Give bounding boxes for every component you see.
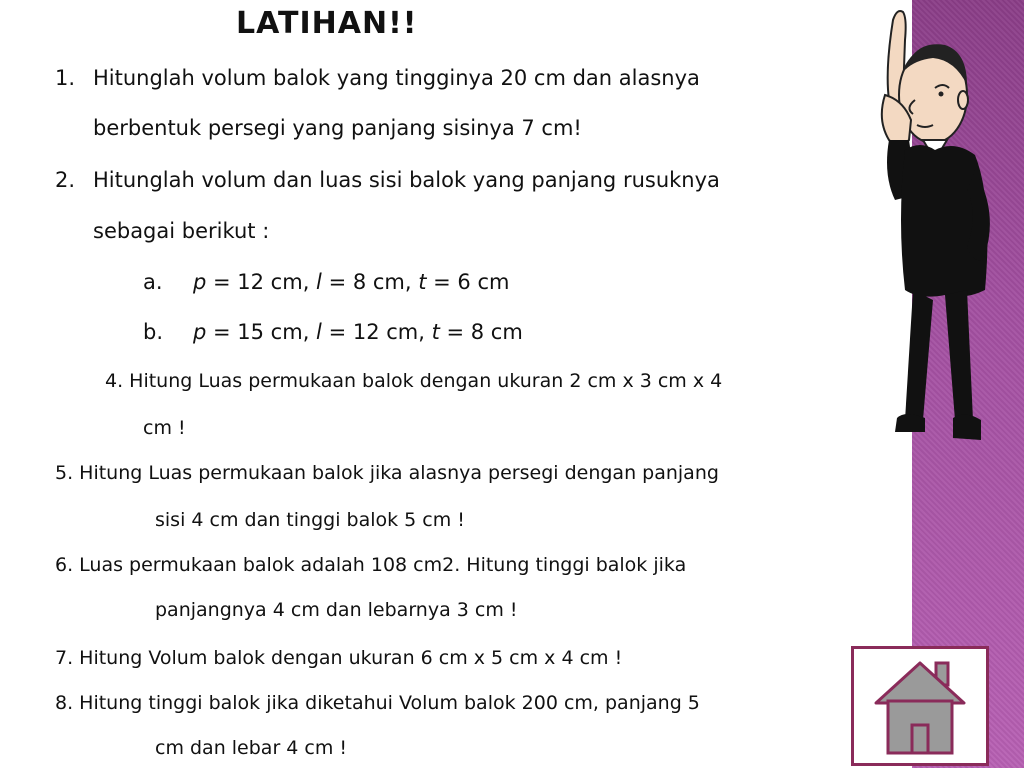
question-6-line-2: panjangnya 4 cm dan lebarnya 3 cm !: [155, 599, 518, 621]
question-1-number: 1.: [55, 66, 76, 90]
var-p: p: [193, 320, 207, 344]
var-t: t: [418, 270, 427, 294]
l-value: = 12 cm,: [321, 320, 432, 344]
pointing-man-illustration-icon: [875, 0, 1005, 450]
var-l: l: [316, 320, 322, 344]
question-4-line-2: cm !: [143, 417, 186, 439]
p-value: = 12 cm,: [206, 270, 317, 294]
question-6-line-1: 6. Luas permukaan balok adalah 108 cm2. Hitung tinggi balok jika: [55, 554, 687, 576]
question-2-number: 2.: [55, 168, 76, 192]
var-l: l: [316, 270, 322, 294]
t-value: = 6 cm: [426, 270, 510, 294]
question-1-line-1: [55, 66, 700, 90]
question-8-line-1: 8. Hitung tinggi balok jika diketahui Volum balok 200 cm, panjang 5: [55, 692, 700, 714]
l-value: = 8 cm,: [321, 270, 419, 294]
question-2-text-1: Hitunglah volum dan luas sisi balok yang panjang rusuknya: [93, 168, 720, 192]
question-1-line-2: berbentuk persegi yang panjang sisinya 7 cm!: [93, 116, 582, 140]
question-4-line-1: 4. Hitung Luas permukaan balok dengan ukuran 2 cm x 3 cm x 4: [105, 370, 723, 392]
question-8-line-2: cm dan lebar 4 cm !: [155, 737, 348, 759]
slide-title: LATIHAN!!: [236, 6, 418, 41]
question-7-line-1: 7. Hitung Volum balok dengan ukuran 6 cm x 5 cm x 4 cm !: [55, 647, 623, 669]
question-2-item-b: [143, 320, 523, 344]
question-5-line-1: 5. Hitung Luas permukaan balok jika alasnya persegi dengan panjang: [55, 462, 719, 484]
var-t: t: [431, 320, 440, 344]
question-5-line-2: sisi 4 cm dan tinggi balok 5 cm !: [155, 509, 465, 531]
var-p: p: [193, 270, 207, 294]
home-button[interactable]: [851, 646, 989, 766]
item-b-label: b.: [143, 320, 164, 344]
item-a-label: a.: [143, 270, 163, 294]
question-1-text-1: Hitunglah volum balok yang tingginya 20 cm dan alasnya: [93, 66, 700, 90]
question-2-item-a: [143, 270, 509, 294]
p-value: = 15 cm,: [206, 320, 317, 344]
question-2-line-1: [55, 168, 720, 192]
home-icon: [854, 649, 986, 763]
t-value: = 8 cm: [439, 320, 523, 344]
question-2-line-2: sebagai berikut :: [93, 219, 270, 243]
